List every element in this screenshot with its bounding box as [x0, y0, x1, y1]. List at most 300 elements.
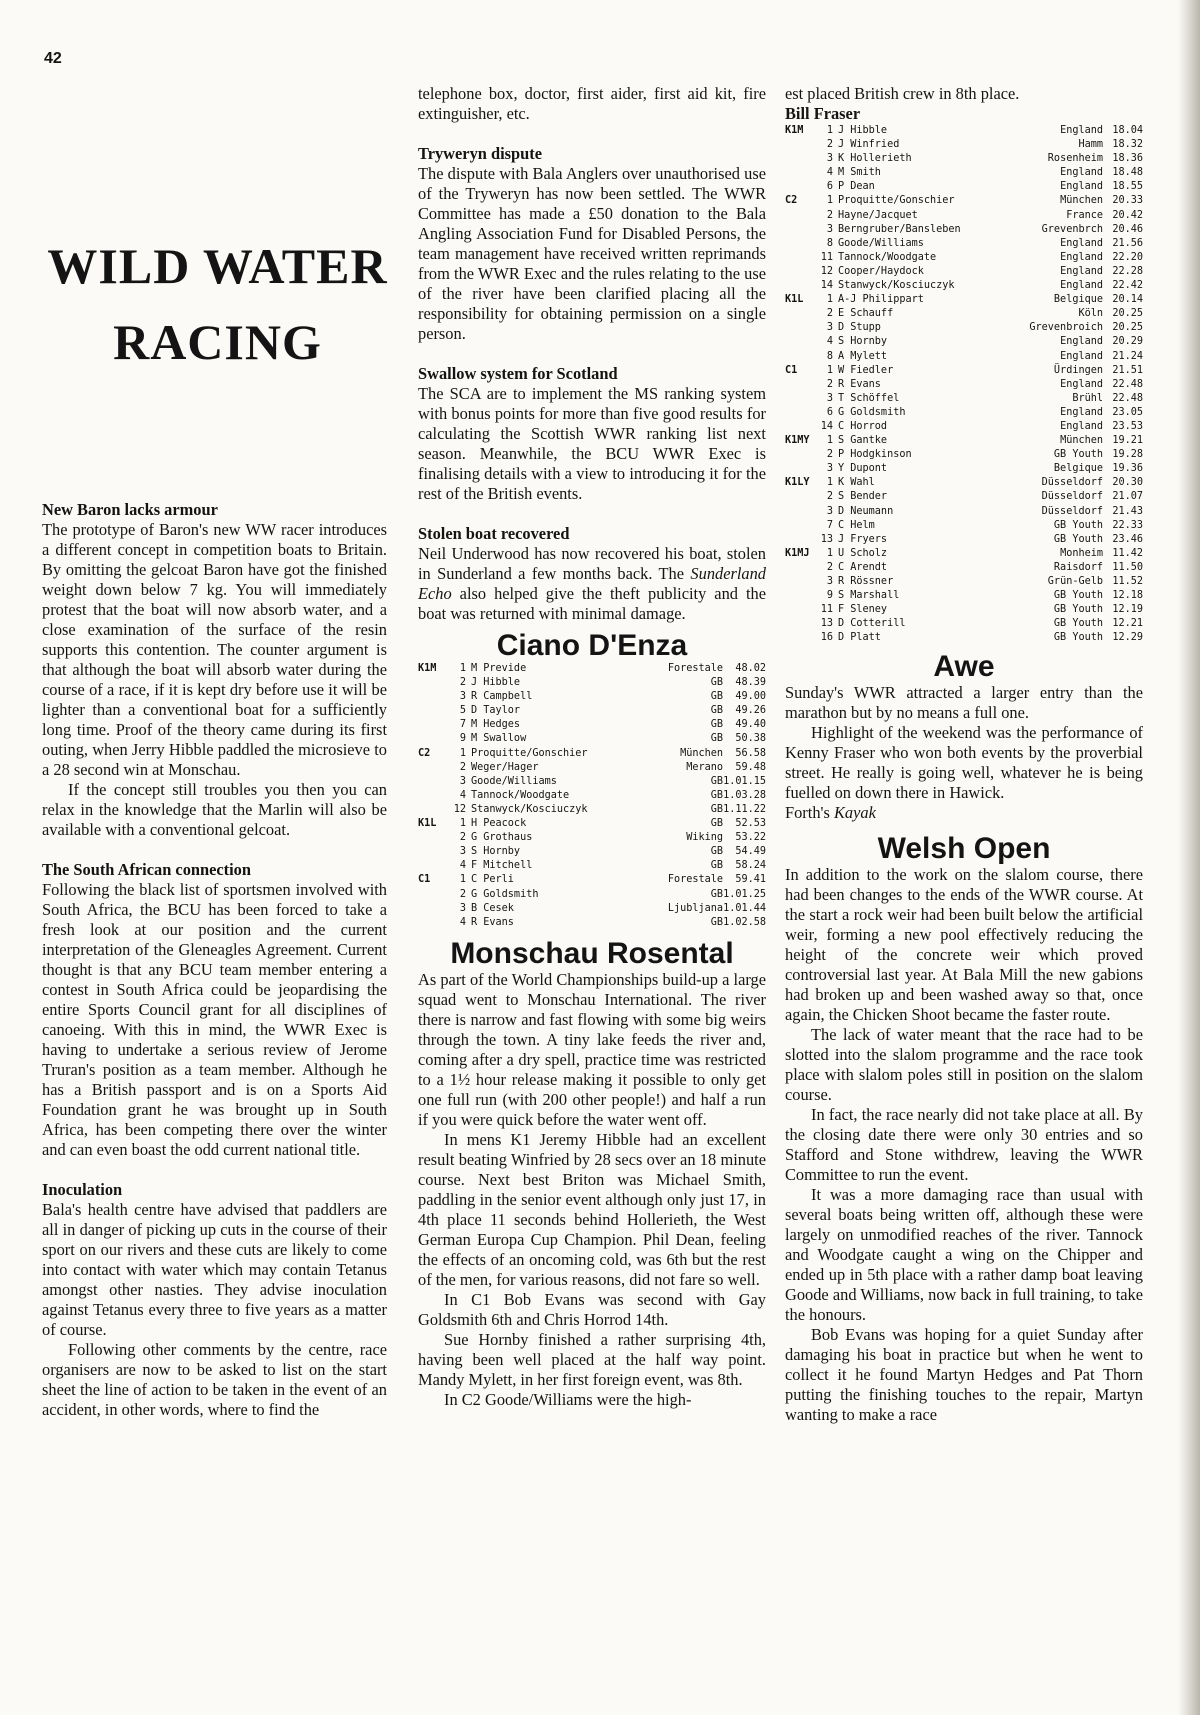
ciano-results-table	[418, 662, 766, 930]
result-place: England	[1060, 167, 1103, 179]
result-place: Forestale	[667, 663, 724, 674]
result-name: K Hollerieth	[838, 153, 912, 165]
result-row	[418, 803, 766, 817]
result-name: Goode/Williams	[838, 237, 924, 249]
result-place: GB Youth	[1053, 632, 1103, 644]
result-row	[785, 533, 1143, 547]
result-time: 11.52	[1112, 576, 1143, 587]
result-row	[785, 462, 1143, 476]
result-cls	[418, 718, 452, 732]
section-title-awe: Awe	[933, 650, 995, 684]
result-row	[785, 434, 1143, 448]
result-time: 20.25	[1112, 322, 1143, 334]
result-time: 21.51	[1112, 364, 1143, 376]
result-cls	[785, 589, 819, 603]
result-row	[418, 775, 766, 789]
result-name: P Hodgkinson	[838, 449, 912, 461]
page-number: 42	[44, 50, 62, 67]
result-time: 20.30	[1112, 477, 1143, 489]
result-time: 12.21	[1112, 618, 1143, 630]
paragraph: Bob Evans was hoping for a quiet Sunday after damaging his boat in practice but when he went to collect it he found Martyn Hedges and Pat Thorn putting the finishing touches to the repair, Martyn wanting to make a race	[785, 1325, 1143, 1425]
paragraph: Bala's health centre have advised that paddlers are all in danger of picking up cuts in the course of their sport on our rivers and these cuts are likely to come into contact with water which may contain Tetanus amongst other nasties. They advise inoculation against Tetanus every three to five years as a matter of course.	[42, 1200, 387, 1339]
result-row	[785, 321, 1143, 335]
heading-new-baron: New Baron lacks armour	[42, 500, 218, 519]
result-name: Y Dupont	[838, 463, 888, 475]
result-time: 23.53	[1112, 420, 1143, 432]
result-name: S Hornby	[838, 336, 888, 348]
headline-line-1: WILD WATER	[47, 238, 388, 294]
result-time: 1.02.58	[723, 916, 766, 928]
paragraph	[418, 544, 766, 624]
result-cls	[418, 761, 452, 775]
result-time: 22.28	[1112, 265, 1143, 277]
result-cls	[785, 631, 819, 645]
result-name: M Hedges	[471, 719, 521, 731]
result-pos: 3	[826, 392, 833, 404]
result-cls	[785, 448, 819, 462]
result-place: GB Youth	[1053, 604, 1103, 616]
result-place: England	[1060, 251, 1103, 263]
result-place: Grün-Gelb	[1047, 576, 1103, 587]
result-pos: 1	[826, 547, 833, 559]
result-time: 23.05	[1112, 406, 1143, 418]
result-name: R Evans	[471, 916, 514, 928]
result-name: A Mylett	[838, 350, 888, 362]
result-cls	[418, 916, 452, 930]
result-time: 21.56	[1112, 237, 1143, 249]
result-time: 50.38	[735, 733, 766, 745]
result-cls	[418, 859, 452, 873]
result-cls	[418, 704, 452, 718]
result-cls	[418, 902, 452, 916]
result-pos: 13	[820, 618, 833, 630]
result-place: GB Youth	[1053, 618, 1103, 630]
result-place: England	[1060, 350, 1103, 362]
paragraph: In C2 Goode/Williams were the high-	[444, 1389, 692, 1409]
result-cls	[785, 603, 819, 617]
result-row	[785, 223, 1143, 237]
result-pos: 1	[826, 477, 833, 489]
paragraph: The prototype of Baron's new WW racer introduces a different concept in competition boats to Britain. By omitting the gelcoat Baron have got the finished weight down below 7 kg. You will immediately protest that the boat will now absorb water, and a close examination of the surface of the resin supports this contention. The counter argument is that although the boat will absorb water during the course of a race, if it is kept dry before use it will be lighter than a conventional boat for a sufficiently long time. Proof of the theory came during its first outing, when Jerry Hibble paddled the microsieve to a 28 second win at Monschau.	[42, 520, 387, 779]
result-pos: 11	[820, 251, 833, 263]
result-name: M Smith	[838, 167, 881, 179]
result-time: 1.03.28	[723, 789, 766, 801]
result-time: 19.21	[1112, 435, 1143, 447]
result-place: Köln	[1078, 308, 1103, 320]
result-row	[785, 237, 1143, 251]
result-cls	[785, 223, 819, 237]
byline: Bill Fraser	[785, 104, 861, 123]
result-row	[785, 364, 1143, 378]
result-name: G Grothaus	[471, 832, 533, 844]
result-place: Forestale	[667, 874, 724, 886]
result-time: 20.46	[1112, 223, 1143, 235]
result-row	[785, 307, 1143, 321]
result-name: C Horrod	[838, 420, 888, 432]
result-pos: 5	[459, 705, 466, 717]
result-row	[785, 293, 1143, 307]
result-place: Wiking	[686, 832, 724, 844]
result-cls	[785, 462, 819, 476]
paragraph: Sunday's WWR attracted a larger entry than the marathon but by no means a full one.	[785, 683, 1143, 723]
result-cls: C1	[418, 874, 431, 886]
result-cls	[785, 209, 819, 223]
result-time: 20.14	[1112, 294, 1143, 306]
result-cls: K1M	[785, 125, 804, 136]
result-row	[785, 180, 1143, 194]
result-pos: 2	[826, 449, 833, 461]
column-3	[785, 84, 1143, 1425]
result-cls	[418, 888, 452, 902]
result-name: Proquitte/Gonschier	[838, 195, 955, 207]
result-name: U Scholz	[838, 547, 888, 559]
result-name: C Perli	[471, 874, 514, 886]
result-time: 22.48	[1112, 378, 1143, 390]
result-pos: 1	[459, 818, 466, 830]
result-row	[418, 845, 766, 859]
result-row	[785, 392, 1143, 406]
result-name: P Dean	[838, 181, 875, 193]
result-row	[418, 902, 766, 916]
result-name: Weger/Hager	[471, 761, 539, 773]
result-time: 23.46	[1112, 533, 1143, 545]
result-pos: 8	[826, 237, 833, 249]
result-name: Tannock/Woodgate	[838, 251, 937, 263]
result-cls	[785, 575, 819, 589]
paragraph: Sue Hornby finished a rather surprising 4th, having been well placed at the half way point. Mandy Mylett, in her first foreign event, was 8th.	[418, 1329, 766, 1389]
result-name: Goode/Williams	[471, 775, 557, 787]
result-time: 48.02	[735, 663, 766, 674]
column-1	[42, 500, 387, 1420]
result-row	[418, 789, 766, 803]
result-name: D Cotterill	[838, 618, 906, 630]
result-pos: 1	[459, 663, 466, 674]
result-place: England	[1060, 265, 1103, 277]
result-time: 11.42	[1112, 547, 1143, 559]
result-time: 56.58	[735, 747, 766, 759]
result-row	[785, 194, 1143, 208]
result-place: GB	[710, 846, 724, 858]
result-cls	[785, 166, 819, 180]
result-name: B Cesek	[471, 902, 514, 914]
paragraph: The SCA are to implement the MS ranking system with bonus points for more than five good results for calculating the Scottish WWR ranking list next season. Meanwhile, the BCU WWR Exec is finalising details with a view to introducing it for the rest of the British events.	[418, 384, 766, 503]
result-name: R Evans	[838, 378, 881, 390]
result-place: Merano	[686, 761, 724, 773]
result-cls: K1MY	[785, 435, 810, 447]
paragraph: It was a more damaging race than usual with several boats being written off, although these were largely on unmodified reaches of the river. Tannock and Woodgate caught a wing on the Chipper and ended up in 5th place with a rather damp boat leaving Goode and Williams, now back in full training, to take the honours.	[785, 1185, 1143, 1325]
paragraph: In C1 Bob Evans was second with Gay Goldsmith 6th and Chris Horrod 14th.	[418, 1289, 766, 1329]
result-cls	[785, 350, 819, 364]
result-pos: 2	[826, 139, 833, 151]
result-pos: 9	[826, 590, 833, 602]
result-time: 49.26	[735, 705, 766, 717]
text-run: Forth's	[785, 803, 830, 823]
result-place: England	[1060, 125, 1103, 136]
result-pos: 4	[459, 860, 466, 872]
result-name: T Schöffel	[838, 392, 900, 404]
result-cls	[785, 519, 819, 533]
result-row	[418, 817, 766, 831]
result-cls	[785, 617, 819, 631]
result-pos: 3	[826, 153, 833, 165]
result-place: England	[1060, 237, 1103, 249]
result-row	[785, 617, 1143, 631]
result-row	[785, 152, 1143, 166]
result-time: 49.00	[735, 691, 766, 703]
result-cls	[785, 378, 819, 392]
result-cls	[785, 420, 819, 434]
result-name: Proquitte/Gonschier	[471, 747, 588, 759]
result-time: 48.39	[735, 677, 766, 689]
result-row	[785, 406, 1143, 420]
result-name: Cooper/Haydock	[838, 265, 924, 277]
result-place: Düsseldorf	[1041, 491, 1103, 503]
result-time: 54.49	[735, 846, 766, 858]
paragraph: Highlight of the weekend was the performance of Kenny Fraser who won both events by the proverbial street. He really is going well, whatever he is being fuelled on down there in Hawick.	[785, 723, 1143, 803]
result-pos: 1	[459, 747, 466, 759]
result-name: S Gantke	[838, 435, 888, 447]
result-pos: 2	[826, 561, 833, 573]
heading-swallow-system: Swallow system for Scotland	[418, 364, 618, 383]
result-row	[785, 350, 1143, 364]
result-cls	[785, 265, 819, 279]
result-name: C Helm	[838, 519, 875, 531]
result-place: Düsseldorf	[1041, 505, 1103, 517]
result-place: GB Youth	[1053, 533, 1103, 545]
result-row	[785, 575, 1143, 589]
paragraph: In mens K1 Jeremy Hibble had an excellent result beating Winfried by 28 secs over an 18 minute course. Next best Briton was Michael Smith, paddling in the senior event although only just 17, in 4th place 11 seconds behind Hollerieth, the West German Europa Cup Champion. Phil Dean, feeling the effects of an oncoming cold, was 6th but the rest of the men, for various reasons, did not fare so well.	[418, 1129, 766, 1289]
result-place: Monheim	[1060, 547, 1103, 559]
result-row	[785, 138, 1143, 152]
result-place: England	[1060, 336, 1103, 348]
result-time: 20.29	[1112, 336, 1143, 348]
result-place: GB	[710, 888, 724, 900]
result-pos: 3	[826, 505, 833, 517]
result-pos: 4	[459, 789, 466, 801]
result-time: 12.29	[1112, 632, 1143, 644]
result-time: 20.33	[1112, 195, 1143, 207]
result-row	[418, 888, 766, 902]
result-place: Raisdorf	[1053, 561, 1103, 573]
result-cls	[785, 180, 819, 194]
result-place: England	[1060, 280, 1103, 292]
result-cls	[418, 732, 452, 746]
result-pos: 2	[826, 209, 833, 221]
result-pos: 1	[826, 195, 833, 207]
result-cls	[418, 789, 452, 803]
result-name: M Previde	[471, 663, 527, 674]
result-pos: 2	[826, 491, 833, 503]
result-row	[785, 209, 1143, 223]
result-name: D Stupp	[838, 322, 881, 334]
result-pos: 4	[459, 916, 466, 928]
result-place: Hamm	[1078, 139, 1103, 151]
credit-line	[785, 803, 1143, 823]
result-name: F Mitchell	[471, 860, 533, 872]
heading-stolen-boat: Stolen boat recovered	[418, 524, 570, 543]
result-time: 21.07	[1112, 491, 1143, 503]
heading-south-african-connection: The South African connection	[42, 860, 251, 879]
result-cls	[785, 490, 819, 504]
result-row	[418, 676, 766, 690]
result-row	[785, 166, 1143, 180]
result-pos: 4	[826, 167, 833, 179]
result-cls: C2	[418, 747, 431, 759]
result-row	[418, 747, 766, 761]
result-time: 1.01.25	[723, 888, 766, 900]
result-place: GB	[710, 691, 724, 703]
result-place: GB Youth	[1053, 519, 1103, 531]
result-time: 52.53	[735, 818, 766, 830]
paragraph: Following other comments by the centre, race organisers are now to be asked to list on the start sheet the line of action to be taken in the event of an accident, in other words, where to find the	[42, 1340, 387, 1419]
result-time: 53.22	[735, 832, 766, 844]
result-name: G Goldsmith	[838, 406, 906, 418]
result-cls	[785, 533, 819, 547]
result-name: S Bender	[838, 491, 888, 503]
result-pos: 11	[820, 604, 833, 616]
result-pos: 7	[459, 719, 466, 731]
result-cls	[785, 251, 819, 265]
result-cls	[785, 406, 819, 420]
result-row	[418, 718, 766, 732]
result-cls	[418, 775, 452, 789]
result-time: 18.32	[1112, 139, 1143, 151]
result-cls: K1M	[418, 663, 437, 674]
result-place: Grevenbrch	[1041, 223, 1103, 235]
result-cls: K1MJ	[785, 547, 810, 559]
result-cls	[785, 505, 819, 519]
result-place: England	[1060, 406, 1103, 418]
result-pos: 2	[826, 378, 833, 390]
result-row	[785, 251, 1143, 265]
result-cls	[785, 138, 819, 152]
result-name: M Swallow	[471, 733, 527, 745]
result-pos: 16	[820, 632, 833, 644]
result-pos: 3	[459, 902, 466, 914]
result-pos: 12	[820, 265, 833, 277]
result-row	[418, 873, 766, 887]
result-place: GB Youth	[1053, 449, 1103, 461]
result-place: England	[1060, 181, 1103, 193]
result-time: 21.24	[1112, 350, 1143, 362]
result-place: England	[1060, 420, 1103, 432]
result-pos: 2	[459, 832, 466, 844]
result-place: München	[680, 747, 724, 759]
paragraph: telephone box, doctor, first aider, first aid kit, fire extinguisher, etc.	[418, 84, 766, 123]
result-row	[785, 265, 1143, 279]
text-run: Neil Underwood has now recovered his boat, stolen in Sunderland a few months back. The	[418, 544, 766, 583]
result-name: Stanwyck/Kosciuczyk	[471, 803, 588, 815]
result-row	[418, 704, 766, 718]
headline-line-2: RACING	[113, 314, 322, 370]
result-name: A-J Philippart	[838, 294, 924, 306]
monschau-results-table	[785, 124, 1143, 645]
result-name: W Fiedler	[838, 364, 894, 376]
result-row	[785, 547, 1143, 561]
result-name: J Winfried	[838, 139, 900, 151]
column-2	[418, 84, 766, 1410]
result-name: J Hibble	[471, 677, 521, 689]
result-name: K Wahl	[838, 477, 875, 489]
paragraph: In addition to the work on the slalom course, there had been changes to the ends of the WWR course. At the start a rock weir had been built below the artificial weir, forming a new pool effectively reducing the height of the concrete weir which proved controversial last year. At Bala Mill the new gabions had broken up and been washed away so that, once again, the Chicken Shoot became the faster route.	[785, 865, 1143, 1025]
result-row	[785, 335, 1143, 349]
result-time: 18.55	[1112, 181, 1143, 193]
result-place: GB	[710, 719, 724, 731]
result-row	[785, 490, 1143, 504]
paragraph: The lack of water meant that the race had to be slotted into the slalom programme and the race took place with slalom poles still in position on the slalom course.	[785, 1025, 1143, 1105]
result-row	[785, 589, 1143, 603]
result-row	[785, 561, 1143, 575]
result-place: France	[1066, 209, 1103, 221]
result-pos: 2	[826, 308, 833, 320]
result-time: 22.48	[1112, 392, 1143, 404]
result-time: 12.19	[1112, 604, 1143, 616]
result-time: 22.20	[1112, 251, 1143, 263]
result-row	[418, 859, 766, 873]
result-time: 49.40	[735, 719, 766, 731]
result-pos: 1	[826, 294, 833, 306]
result-row	[785, 279, 1143, 293]
result-cls	[785, 335, 819, 349]
result-time: 59.48	[735, 761, 766, 773]
result-pos: 4	[826, 336, 833, 348]
result-name: H Peacock	[471, 818, 527, 830]
result-pos: 14	[820, 420, 833, 432]
result-row	[785, 448, 1143, 462]
result-name: Tannock/Woodgate	[471, 789, 570, 801]
result-place: München	[1060, 435, 1103, 447]
result-name: G Goldsmith	[471, 888, 539, 900]
result-row	[418, 761, 766, 775]
result-cls	[785, 307, 819, 321]
result-pos: 3	[459, 846, 466, 858]
result-row	[785, 519, 1143, 533]
heading-inoculation: Inoculation	[42, 1180, 123, 1199]
result-time: 59.41	[735, 874, 766, 886]
result-row	[785, 631, 1143, 645]
result-place: Rosenheim	[1047, 153, 1103, 165]
result-place: England	[1060, 378, 1103, 390]
result-place: Ljubljana	[667, 902, 724, 914]
result-time: 1.01.44	[723, 902, 766, 914]
result-row	[785, 378, 1143, 392]
result-time: 19.28	[1112, 449, 1143, 461]
result-name: Berngruber/Bansleben	[838, 223, 961, 235]
section-title-ciano: Ciano D'Enza	[496, 629, 688, 662]
result-place: GB	[710, 818, 724, 830]
paragraph: The dispute with Bala Anglers over unauthorised use of the Tryweryn has now been settled. The WWR Committee has made a £50 donation to the Bala Angling Association Fund for Disabled Persons, the team management have received written reprimands from the WWR Exec and the rules relating to the use of the river have been clarified placing all the responsibility for obtaining permission on a single person.	[418, 164, 766, 343]
result-place: Düsseldorf	[1041, 477, 1103, 489]
result-cls: K1L	[418, 818, 437, 830]
result-time: 20.42	[1112, 209, 1143, 221]
result-time: 1.01.15	[723, 775, 766, 787]
result-cls	[785, 392, 819, 406]
result-time: 21.43	[1112, 505, 1143, 517]
result-time: 20.25	[1112, 308, 1143, 320]
result-place: GB Youth	[1053, 590, 1103, 602]
result-time: 22.42	[1112, 280, 1143, 292]
result-time: 11.50	[1112, 561, 1143, 573]
result-name: D Neumann	[838, 505, 894, 517]
result-name: D Platt	[838, 632, 881, 644]
result-place: GB	[710, 916, 724, 928]
result-time: 19.36	[1112, 463, 1143, 475]
result-row	[785, 603, 1143, 617]
text-run-italic: Kayak	[833, 803, 876, 823]
result-name: J Hibble	[838, 125, 888, 136]
result-name: S Marshall	[838, 590, 900, 602]
result-name: F Sleney	[838, 604, 888, 616]
